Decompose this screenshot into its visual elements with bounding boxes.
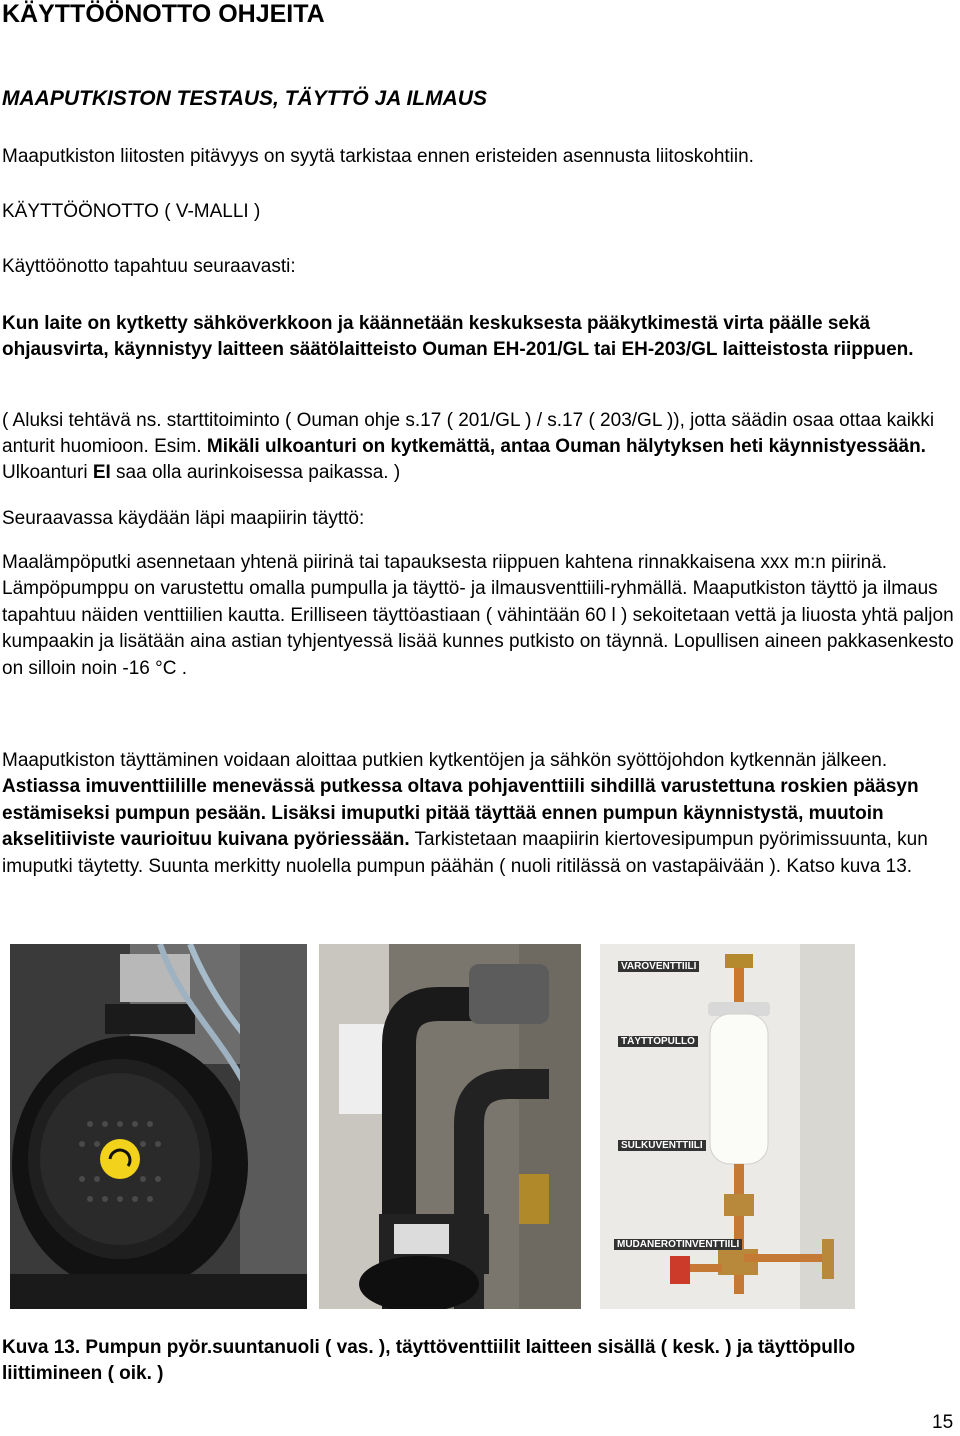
paragraph-intro: Käyttöönotto tapahtuu seuraavasti: [2, 256, 296, 277]
label-varoventtiili: VAROVENTTIILI [618, 961, 699, 972]
note-bold-ei: EI [92, 462, 111, 483]
label-sulkuventtiili: SULKUVENTTIILI [618, 1140, 706, 1151]
note-text: saa olla aurinkoisessa paikassa. ) [110, 462, 401, 483]
paragraph-note [2, 408, 947, 486]
photo-fill-bottle [600, 944, 855, 1309]
paragraph-maapiiri: Maalämpöputki asennetaan yhtenä piirinä tai tapauksesta riippuen kahtena rinnakkaisena xxx m:n piirinä. Lämpöpumppu on varustettu omalla pumpulla ja täyttö- ja ilmausventtiili-ryhmällä. Maaputkiston täyttö ja ilmaus tapahtuu näiden venttiilien kautta. Erilliseen täyttöastiaan ( vähintään 60 l ) sekoitetaan vettä ja liuosta yhtä paljon kumpaakin ja lisätään aina astian tyhjentyessä lisää kunnes putkisto on täynnä. Lopullisen aineen pakkasenkesto on silloin noin -16 °C . [2, 552, 954, 679]
photo-fill-valves [319, 944, 581, 1309]
taytto-text: Tarkistetaan maapiirin kiertovesipumpun pyörimissuunta, kun imuputki täytetty. Suunta merkitty nuolella pumpun päähän ( nuoli ritilässä on vastapäivään ). Katso kuva 13. [2, 829, 928, 877]
rotation-arrow-sticker [100, 1139, 140, 1179]
note-text: ( Aluksi tehtävä ns. starttitoiminto ( Ouman ohje s.17 ( 201/GL ) / s.17 ( 203/GL )), jotta säädin osaa ottaa kaikki anturit huomioon. Esim. [2, 410, 935, 457]
photo-pump-rotation [10, 944, 307, 1309]
section-heading-kayttoonotto: KÄYTTÖÖNOTTO ( V-MALLI ) [2, 201, 261, 222]
note-text: Ulkoanturi [2, 462, 93, 483]
taytto-text: Maaputkiston täyttäminen voidaan aloittaa putkien kytkentöjen ja sähkön syöttöjohdon kytkennän jälkeen. [2, 750, 888, 771]
page-number: 15 [932, 1412, 954, 1433]
figure-caption: Kuva 13. Pumpun pyör.suuntanuoli ( vas. ), täyttöventtiilit laitteen sisällä ( kesk. ) ja täyttöpullo liittimineen ( oik. ) [2, 1337, 856, 1384]
paragraph-liitokset: Maaputkiston liitosten pitävyys on syytä tarkistaa ennen eristeiden asennusta liitoskohtiin. [2, 146, 754, 167]
paragraph-startup-bold: Kun laite on kytketty sähköverkkoon ja käännetään keskuksesta pääkytkimestä virta päälle sekä ohjausvirta, käynnistyy laitteen säätölaitteisto Ouman EH-201/GL tai EH-203/GL laitteistosta riippuen. [2, 313, 914, 360]
section-heading-testaus: MAAPUTKISTON TESTAUS, TÄYTTÖ JA ILMAUS [2, 87, 487, 110]
paragraph-taytto [2, 748, 960, 880]
page-title: KÄYTTÖÖNOTTO OHJEITA [2, 0, 325, 28]
note-bold-warning: Mikäli ulkoanturi on kytkemättä, antaa Ouman hälytyksen heti käynnistyessään. [206, 436, 926, 457]
label-tayttopullo: TÄYTTÖPULLO [618, 1036, 698, 1047]
pump-illustration [10, 944, 307, 1309]
fill-bottle-illustration [600, 944, 855, 1309]
taytto-bold-warning: Astiassa imuventtiilille menevässä putkessa oltava pohjaventtiili sihdillä varustettuna roskien pääsyn estämiseksi pumpun pesään. Lisäksi imuputki pitää täyttää ennen pumpun käynnistystä, muutoin akselitiiviste vaurioituu kuivana pyöriessään. [2, 776, 919, 851]
valves-illustration [319, 944, 581, 1309]
paragraph-seuraavassa: Seuraavassa käydään läpi maapiirin täyttö: [2, 508, 365, 529]
label-mudanerotinventtiili: MUDANEROTINVENTTIILI [614, 1239, 742, 1250]
